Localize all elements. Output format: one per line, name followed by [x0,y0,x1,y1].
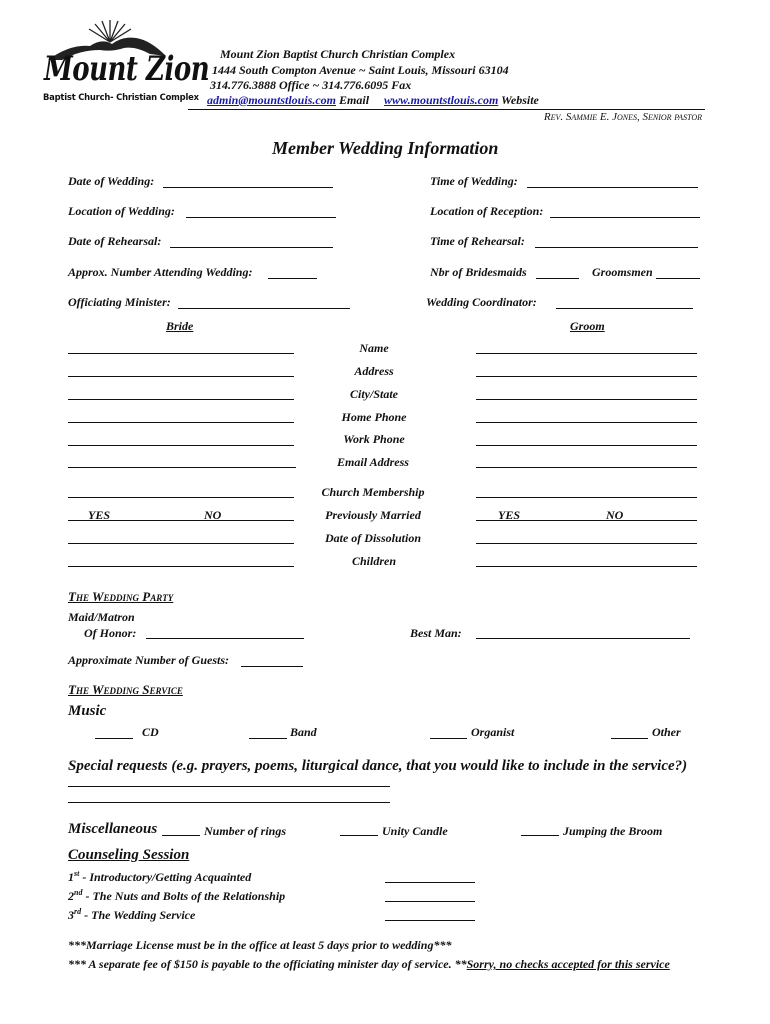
bridesmaids-field[interactable] [536,278,579,279]
band-label: Band [290,725,317,739]
row-label-dissolution: Date of Dissolution [324,531,421,545]
row-label-children: Children [351,554,396,568]
maid-label-2: Of Honor: [84,626,137,640]
location-reception-label: Location of Reception: [430,204,544,218]
groomsmen-field[interactable] [656,278,700,279]
broom-field[interactable] [521,835,559,836]
bridesmaids-label: Nbr of Bridesmaids [430,265,527,279]
other-label: Other [652,725,681,739]
license-note: ***Marriage License must be in the office at least 5 days prior to wedding*** [68,938,452,952]
bride-citystate-field[interactable] [68,399,294,400]
contact-line [207,93,539,108]
groom-dissolution-field[interactable] [476,543,697,544]
session-3-field[interactable] [385,920,475,921]
guests-label: Approximate Number of Guests: [68,653,230,667]
coordinator-label: Wedding Coordinator: [426,295,537,309]
row-label-name: Name [359,341,389,355]
row-label-citystate: City/State [350,387,398,401]
music-heading: Music [68,703,107,719]
bride-no-option[interactable]: NO [204,508,222,522]
header-divider [188,109,705,110]
broom-label: Jumping the Broom [563,824,663,838]
date-wedding-field[interactable] [163,187,333,188]
org-name: Mount Zion Baptist Church Christian Complex [220,47,456,61]
officiating-label: Officiating Minister: [68,295,171,309]
groom-header: Groom [570,319,605,333]
misc-heading: Miscellaneous [68,821,158,837]
session-2-label: 2nd - The Nuts and Bolts of the Relationship [68,888,286,903]
groom-email-field[interactable] [476,467,697,468]
row-label-workphone: Work Phone [343,432,405,446]
groom-name-field[interactable] [476,353,697,354]
officiating-field[interactable] [178,308,350,309]
date-rehearsal-field[interactable] [170,247,333,248]
groom-children-field[interactable] [476,566,697,567]
groom-citystate-field[interactable] [476,399,697,400]
cd-label: CD [142,725,159,739]
website-label: Website [501,93,539,107]
groom-address-field[interactable] [476,376,697,377]
special-requests-line-2[interactable] [68,802,390,803]
best-man-field[interactable] [476,638,690,639]
other-field[interactable] [611,738,648,739]
row-label-email: Email Address [337,455,409,469]
bride-membership-field[interactable] [68,497,294,498]
date-rehearsal-label: Date of Rehearsal: [68,234,162,248]
page-title: Member Wedding Information [272,138,499,158]
special-requests-line-1[interactable] [68,786,390,787]
church-logo [40,16,210,106]
special-requests-label: Special requests (e.g. prayers, poems, liturgical dance, that you would like to include in the service?) [68,758,688,774]
bride-name-field[interactable] [68,353,294,354]
row-label-address: Address [354,364,394,378]
approx-attending-label: Approx. Number Attending Wedding: [68,265,253,279]
best-man-label: Best Man: [410,626,462,640]
rings-label: Number of rings [204,824,287,838]
approx-attending-field[interactable] [268,278,317,279]
maid-of-honor-field[interactable] [146,638,304,639]
pastor-name: Rev. Sammie E. Jones, Senior pastor [543,111,702,123]
logo-subtitle: Baptist Church- Christian Complex [43,92,199,102]
wedding-service-heading: The Wedding Service [68,682,183,697]
session-1-label: 1st - Introductory/Getting Acquainted [68,869,252,884]
session-2-field[interactable] [385,901,475,902]
bride-email-field[interactable] [68,467,296,468]
fee-note: *** A separate fee of $150 is payable to the officiating minister day of service. **Sorry, no checks accepted for this service [68,957,670,971]
row-label-homephone: Home Phone [341,410,407,424]
rings-field[interactable] [162,835,200,836]
bride-homephone-field[interactable] [68,422,294,423]
coordinator-field[interactable] [556,308,693,309]
bride-header: Bride [166,319,194,333]
date-wedding-label: Date of Wedding: [68,174,155,188]
cd-field[interactable] [95,738,133,739]
location-wedding-field[interactable] [186,217,336,218]
unity-field[interactable] [340,835,378,836]
session-3-label: 3rd - The Wedding Service [68,907,196,922]
email-link[interactable]: admin@mountstlouis.com [207,93,337,107]
guests-field[interactable] [241,666,303,667]
bride-yes-option[interactable]: YES [88,508,111,522]
groomsmen-label: Groomsmen [592,265,653,279]
organist-label: Organist [471,725,515,739]
bride-workphone-field[interactable] [68,445,294,446]
groom-workphone-field[interactable] [476,445,697,446]
organist-field[interactable] [430,738,467,739]
groom-yes-option[interactable]: YES [498,508,521,522]
row-label-prev-married: Previously Married [325,508,421,522]
org-phone: 314.776.3888 Office ~ 314.776.6095 Fax [210,78,412,92]
row-label-membership: Church Membership [321,485,425,499]
location-wedding-label: Location of Wedding: [68,204,175,218]
groom-no-option[interactable]: NO [606,508,624,522]
website-link[interactable]: www.mountstlouis.com [384,93,499,107]
time-wedding-field[interactable] [527,187,698,188]
bride-dissolution-field[interactable] [68,543,294,544]
bride-children-field[interactable] [68,566,294,567]
bride-address-field[interactable] [68,376,294,377]
time-rehearsal-field[interactable] [535,247,698,248]
session-1-field[interactable] [385,882,475,883]
location-reception-field[interactable] [550,217,700,218]
logo-name: Mount Zion [44,50,210,89]
wedding-party-heading: The Wedding Party [68,589,174,604]
time-wedding-label: Time of Wedding: [430,174,518,188]
maid-label-1: Maid/Matron [68,610,135,624]
org-address: 1444 South Compton Avenue ~ Saint Louis, Missouri 63104 [212,63,509,77]
email-label: Email [339,93,370,107]
unity-label: Unity Candle [382,824,448,838]
groom-membership-field[interactable] [476,497,697,498]
groom-homephone-field[interactable] [476,422,697,423]
band-field[interactable] [249,738,287,739]
counseling-heading: Counseling Session [68,847,190,863]
time-rehearsal-label: Time of Rehearsal: [430,234,525,248]
